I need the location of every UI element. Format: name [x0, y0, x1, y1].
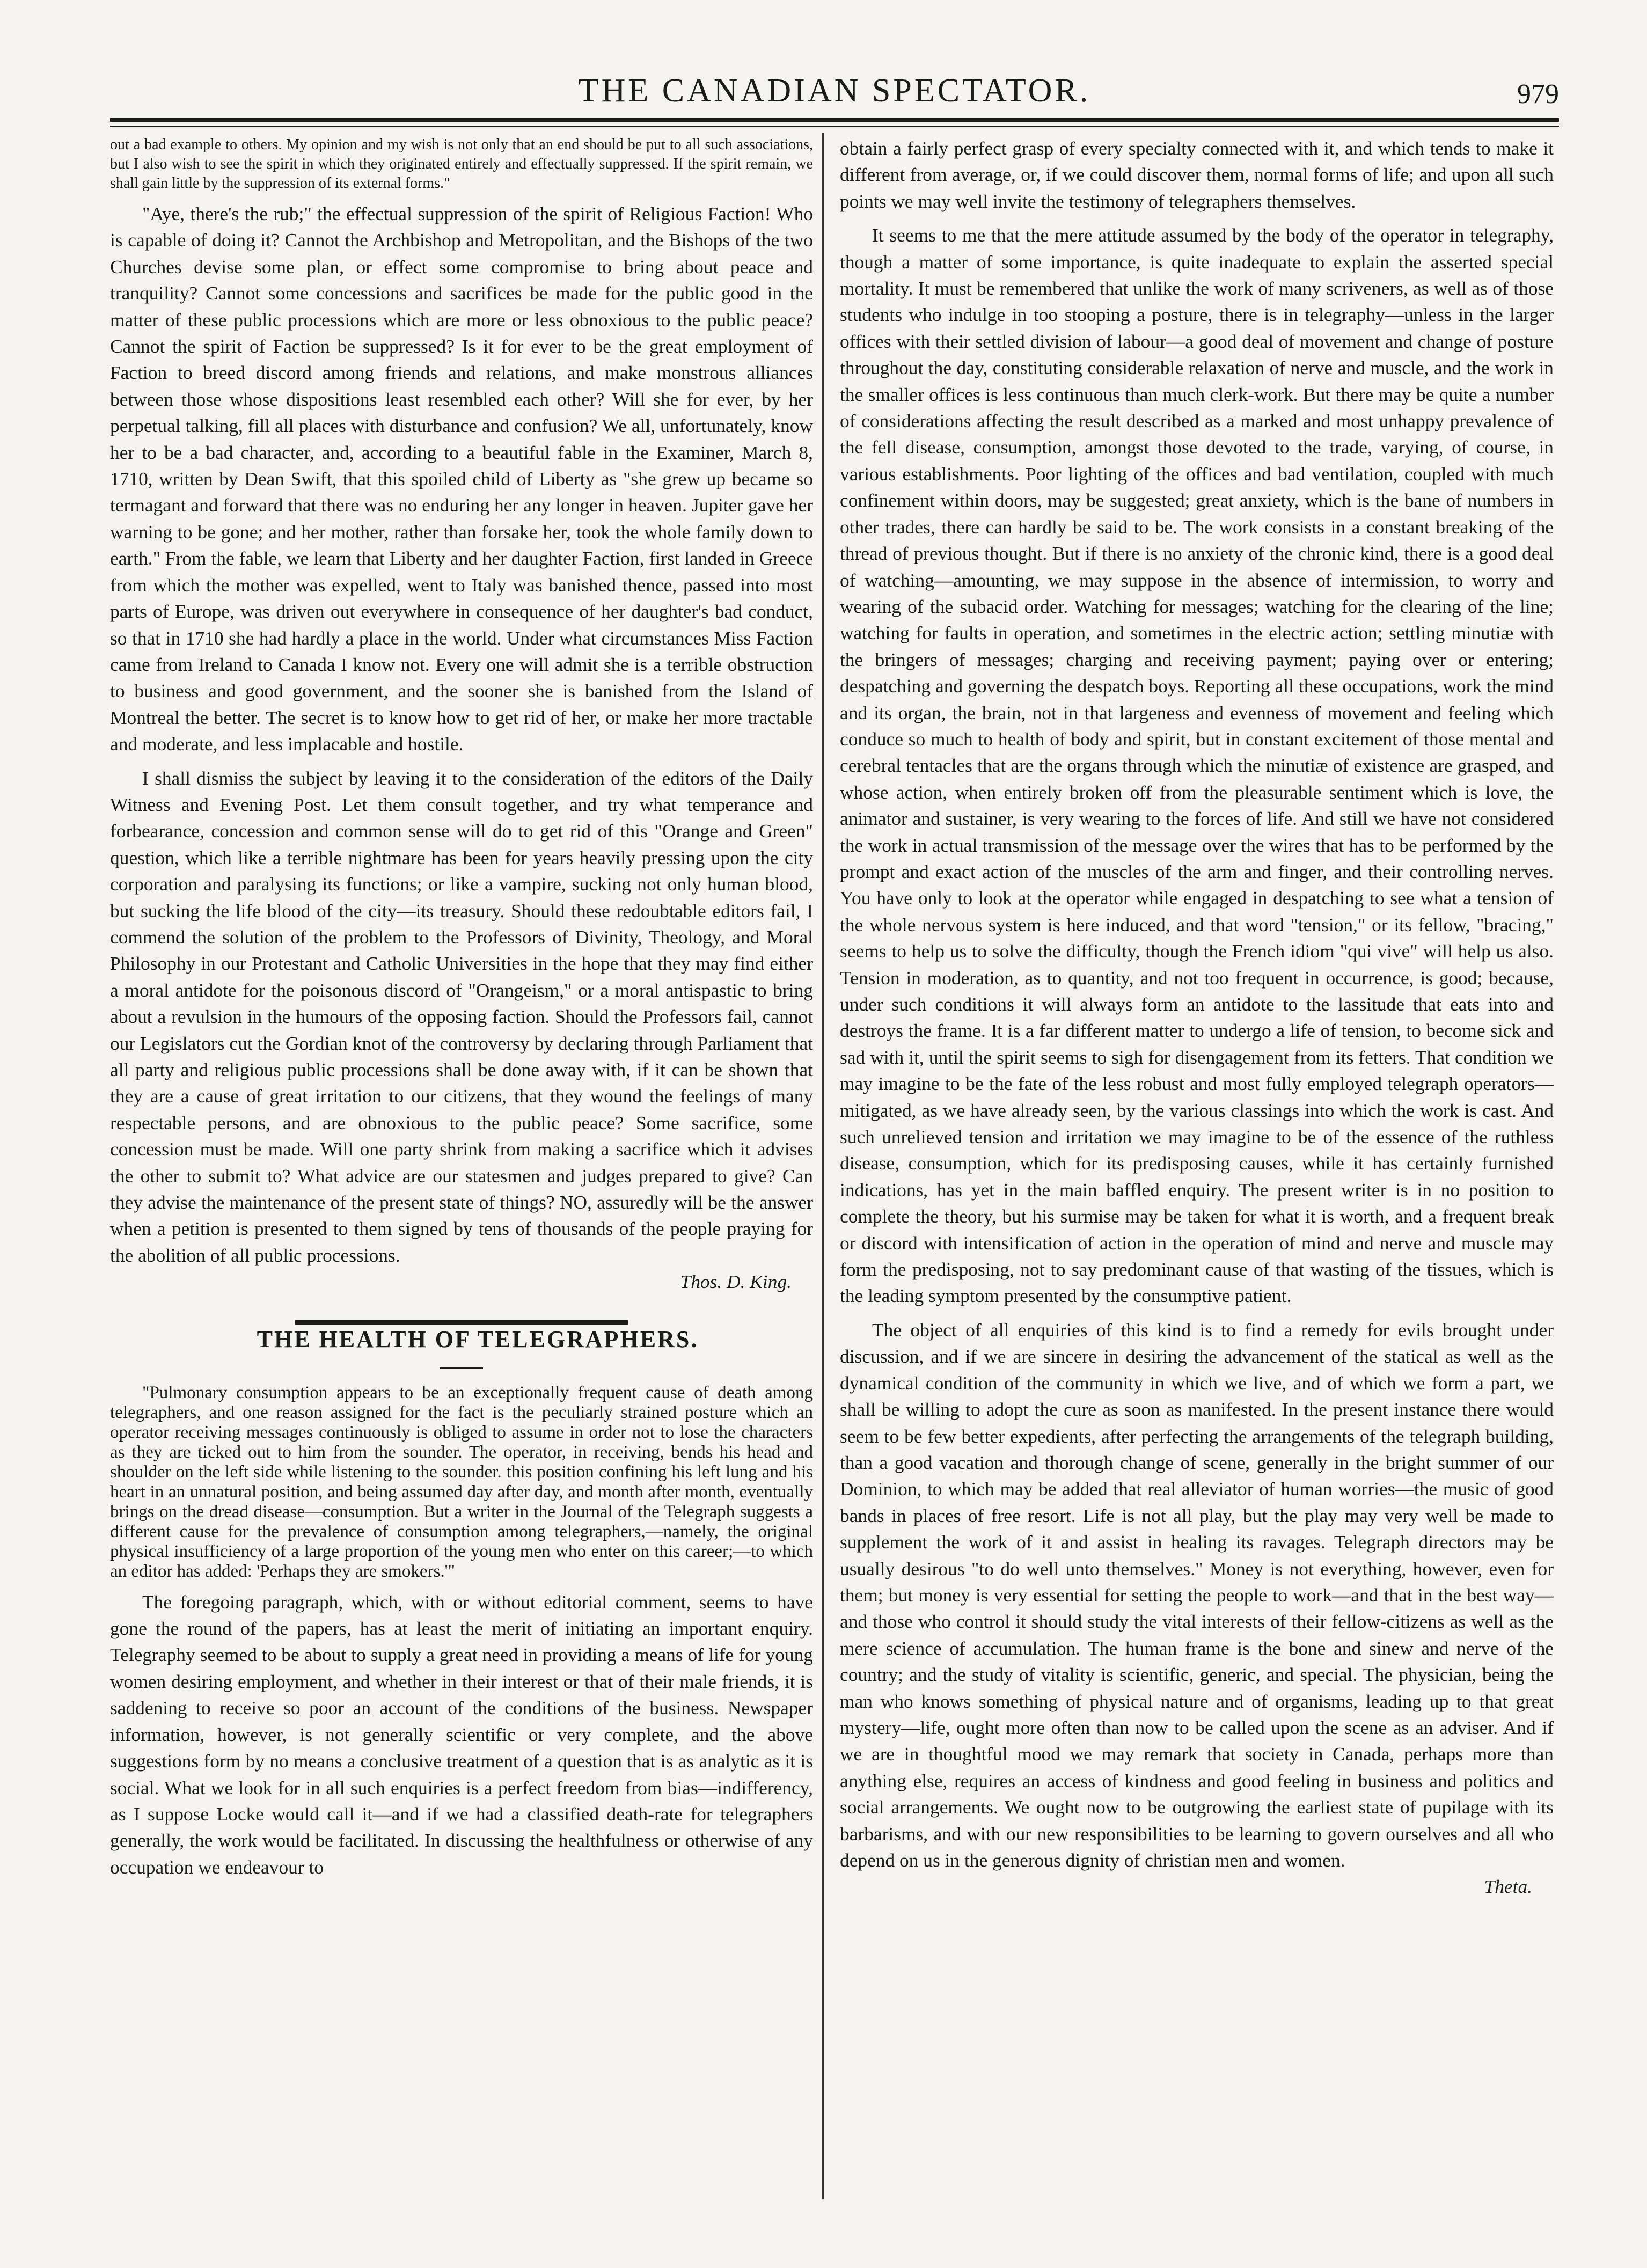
right-column [840, 135, 1554, 1900]
section-divider [295, 1320, 628, 1325]
article-title: THE HEALTH OF TELEGRAPHERS. [257, 1326, 699, 1352]
left-paragraph-3: The foregoing paragraph, which, with or without editorial comment, seems to have gone the round of the papers, has at least the merit of initiating an important enquiry. Telegraphy seemed to be about to supply a great need in providing a means of life for young women desiring employment, and whether in their interest or that of their male friends, it is saddening to receive so poor an account of the conditions of the business. Newspaper information, however, is not generally scientific or very complete, and the above suggestions form by no means a conclusive treatment of a question that is as analytic as it is social. What we look for in all such enquiries is a perfect freedom from bias—indifferency, as I suppose Locke would call it—and if we had a classified death-rate for telegraphers generally, the work would be facilitated. In discussing the healthfulness or otherwise of any occupation we endeavour to [110, 1591, 813, 1878]
left-paragraph-1: "Aye, there's the rub;" the effectual suppression of the spirit of Religious Faction! Who is capable of doing it? Cannot the Archbishop and Metropolitan, and the Bishops of the two Churches devise some plan, or effect some compromise to bring about peace and tranquility? Cannot some concessions and sacrifices be made for the public good in the matter of these public processions which are more or less obnoxious to the public peace? Cannot the spirit of Faction be suppressed? Is it for ever to be the great employment of Faction to breed discord among friends and relations, and make monstrous alliances between those whose dispositions least resembled each other? Will she for ever, by her perpetual talking, fill all places with disturbance and confusion? We all, unfortunately, know her to be a bad character, and, according to a beautiful fable in the Examiner, March 8, 1710, written by Dean Swift, that this spoiled child of Liberty as "she grew up became so termagant and forward that there was no enduring her any longer in heaven. Jupiter gave her warning to be gone; and her mother, rather than forsake her, took the whole family down to earth." From the fable, we learn that Liberty and her daughter Faction, first landed in Greece from which the mother was expelled, went to Italy was banished thence, passed into most parts of Europe, was driven out everywhere in consequence of her daughter's bad conduct, so that in 1710 she had hardly a place in the world. Under what circumstances Miss Faction came from Ireland to Canada I know not. Every one will admit she is a terrible obstruction to business and good government, and the sooner she is banished from the Island of Montreal the better. The secret is to know how to get rid of her, or make her more tractable and moderate, and less implacable and hostile. [110, 203, 813, 755]
publication-title: THE CANADIAN SPECTATOR. [578, 72, 1091, 109]
header-rule [110, 118, 1559, 122]
intro-quote: out a bad example to others. My opinion and my wish is not only that an end should be put to all such associations, but I also wish to see the spirit in which they originated entirely and effectually suppressed. If the spirit remain, we shall gain little by the suppression of its external forms." [110, 136, 813, 192]
page-header [110, 69, 1559, 117]
left-paragraph-2: I shall dismiss the subject by leaving it to the consideration of the editors of the Daily Witness and Evening Post. Let them consult together, and try what temperance and forbearance, concession and common sense will do to get rid of this "Orange and Green" question, which like a terrible nightmare has been for years heavily pressing upon the city corporation and paralysing its functions; or like a vampire, sucking not only human blood, but sucking the life blood of the city—its treasury. Should these redoubtable editors fail, I commend the solution of the problem to the Professors of Divinity, Theology, and Moral Philosophy in our Protestant and Catholic Universities in the hope that they may find either a moral antidote for the poisonous discord of "Orangeism," or a moral antispastic to bring about a revulsion in the humours of the opposing faction. Should the Professors fail, cannot our Legislators cut the Gordian knot of the controversy by declaring through Parliament that all party and religious public processions shall be done away with, if it can be shown that they are a cause of great irritation to our citizens, that they wound the feelings of many respectable persons, and are obnoxious to the public peace? Some sacrifice, some concession must be made. Will one party shrink from making a sacrifice which it advises the other to submit to? What advice are our statesmen and judges prepared to give? Can they advise the maintenance of the present state of things? NO, assuredly will be the answer when a petition is presented to them signed by tens of thousands of the people praying for the abolition of all public processions. [110, 767, 813, 1266]
page-number: 979 [1517, 79, 1559, 109]
right-paragraph-2: It seems to me that the mere attitude assumed by the body of the operator in telegraphy, though a matter of some importance, is quite inadequate to explain the asserted special mortality. It must be remembered that unlike the work of many scriveners, as well as of those students who indulge in too stooping a posture, there is in telegraphy—unless in the larger offices with their settled division of labour—a good deal of movement and change of posture throughout the day, constituting considerable relaxation of nerve and muscle, and the work in the smaller offices is less continuous than much clerk-work. But there may be quite a number of considerations affecting the result described as a marked and most unhappy prevalence of the fell disease, consumption, amongst those devoted to the trade, varying, of course, in various establishments. Poor lighting of the offices and bad ventilation, coupled with much confinement within doors, may be suggested; great anxiety, which is the bane of numbers in other trades, there can hardly be said to be. The work consists in a constant breaking of the thread of previous thought. But if there is no anxiety of the chronic kind, there is a good deal of watching—amounting, we may suppose in the absence of intermission, to worry and wearing of the subacid order. Watching for messages; watching for the clearing of the line; watching for faults in operation, and sometimes in the electric action; settling minutiæ with the bringers of messages; charging and receiving payment; paying over or entering; despatching and governing the despatch boys. Reporting all these occupations, work the mind and its organ, the brain, not in that largeness and evenness of movement and feeling which conduce so much to health of body and spirit, but in constant excitement of those mental and cerebral tentacles that are the organs through which the minutiæ of existence are grasped, and whose action, when entirely broken off from the pleasurable sentiment which is love, the animator and sustainer, is very wearing to the forces of life. And still we have not considered the work in actual transmission of the message over the wires that has to be performed by the prompt and exact action of the muscles of the arm and finger, and their controlling nerves. You have only to look at the operator while engaged in despatching to see what a tension of the whole nervous system is here induced, and that word "tension," or its fellow, "bracing," seems to help us to solve the difficulty, though the French idiom "qui vive" will help us also. Tension in moderation, as to quantity, and not too frequent in occurrence, is good; because, under such conditions it will always form an antidote to the lassitude that eats into and destroys the frame. It is a far different matter to undergo a life of tension, to become sick and sad with it, until the spirit seems to sigh for disengagement from its fetters. That condition we may imagine to be the fate of the less robust and most fully employed telegraph operators—mitigated, as we have already seen, by the various classings into which the work is cast. And such unrelieved tension and irritation we may imagine to be of the essence of the ruthless disease, consumption, which for its predisposing causes, while it has certainly furnished indications, has yet in the main baffled enquiry. The present writer is in no position to complete the theory, but his surmise may be taken for what it is worth, and a frequent break or discord with intensification of action in the operation of mind and nerve and muscle may form the predisposing, not to say predominant cause of that wasting of the tissues, which is the leading symptom presented by the consumptive patient. [840, 224, 1554, 1307]
telegraph-quote: "Pulmonary consumption appears to be an exceptionally frequent cause of death among telegraphers, and one reason assigned for the fact is the peculiarly strained posture which an operator receiving messages continuously is obliged to assume in order not to lose the characters as they are ticked out to him from the sounder. The operator, in receiving, bends his head and shoulder on the left side while listening to the sounder. this position confining his left lung and his heart in an unnatural position, and being assumed day after day, and month after month, eventually brings on the dread disease—consumption. But a writer in the Journal of the Telegraph suggests a different cause for the prevalence of consumption among telegraphers,—namely, the original physical insufficiency of a large proportion of the young men who enter on this career;—to which an editor has added: 'Perhaps they are smokers.'" [110, 1382, 813, 1581]
author-signature-theta: Theta. [1484, 1876, 1532, 1898]
author-signature-king: Thos. D. King. [680, 1271, 792, 1293]
column-divider [822, 133, 824, 2199]
title-rule [440, 1367, 483, 1369]
left-column [110, 135, 813, 1881]
right-paragraph-1: obtain a fairly perfect grasp of every specialty connected with it, and which tends to make it different from average, or, if we could discover them, normal forms of life; and upon all such points we may well invite the testimony of telegraphers themselves. [840, 137, 1554, 212]
header-rule-thin [110, 126, 1559, 127]
right-paragraph-3: The object of all enquiries of this kind is to find a remedy for evils brought under discussion, and if we are sincere in desiring the advancement of the statical as well as the dynamical condition of the community in which we live, and of which we form a part, we shall be willing to adopt the cure as soon as manifested. In the present instance there would seem to be few better expedients, after perfecting the arrangements of the telegraph building, than a good vacation and thorough change of scene, generally in the bright summer of our Dominion, to which may be added that real alleviator of human worries—the music of good bands in places of free resort. Life is not all play, but the play may very well be made to supplement the work of it and assist in healing its ravages. Telegraph directors may be usually desirous "to do well unto themselves." Money is not everything, however, even for them; but money is very essential for setting the people to work—and that in the best way—and those who control it should study the vital interests of their fellow-citizens as well as the mere science of accumulation. The human frame is the bone and sinew and nerve of the country; and the study of vitality is scientific, generic, and special. The physician, being the man who knows something of physical nature and of organisms, leading up to that great mystery—life, ought more often than now to be called upon the scene as an adviser. And if we are in thoughtful mood we may remark that society in Canada, perhaps more than anything else, requires an access of kindness and good feeling in business and politics and social arrangements. We ought now to be outgrowing the earliest state of pupilage with its barbarisms, and with our new responsibilities to be learning to govern ourselves and all who depend on us in the generous dignity of christian men and women. [840, 1319, 1554, 1871]
